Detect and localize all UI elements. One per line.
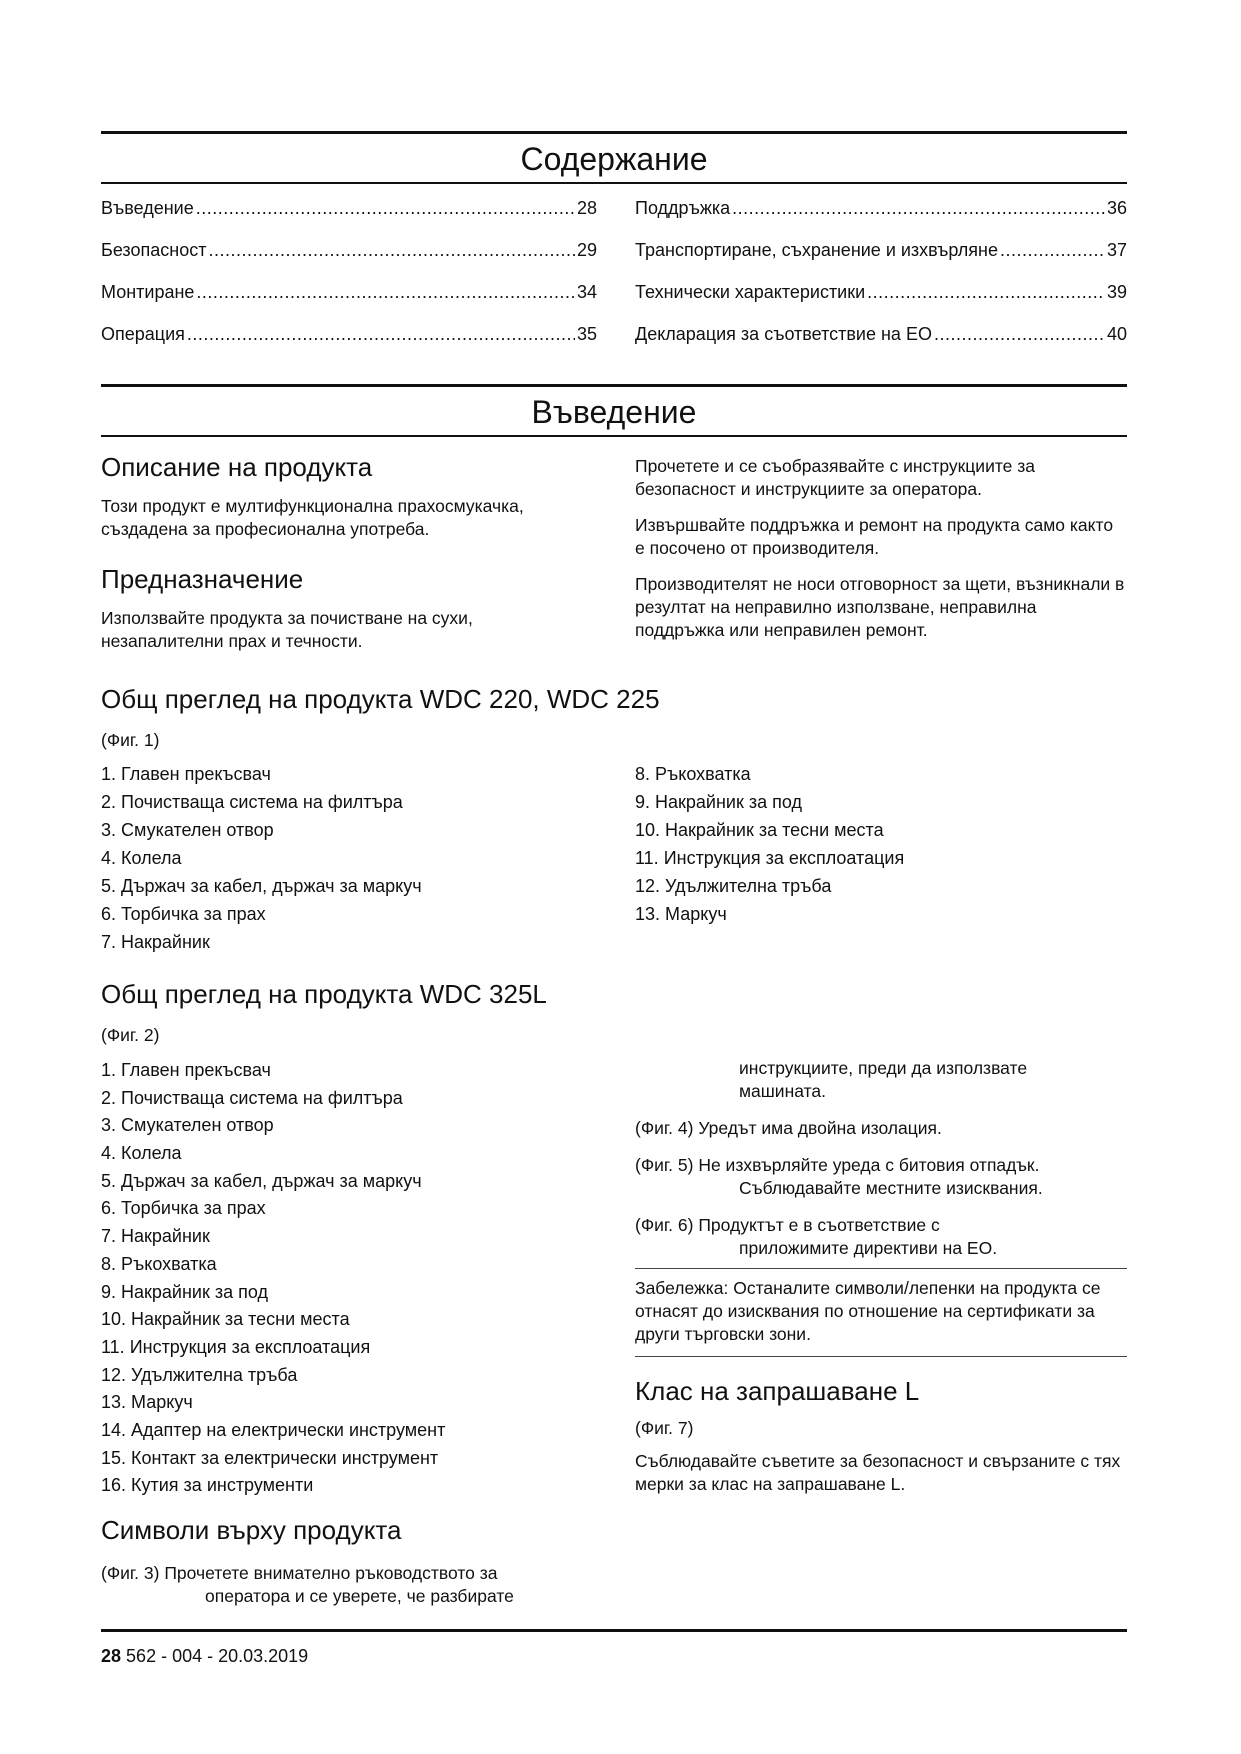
list-item: 4. Колела	[101, 848, 182, 868]
list-item: 12. Удължителна тръба	[635, 876, 832, 896]
list-item: 7. Накрайник	[101, 1226, 210, 1247]
overview2-list	[101, 1057, 597, 1500]
dust-class-heading: Клас на запрашаване L	[635, 1376, 920, 1406]
fig6-ref: (Фиг. 6)	[635, 1215, 694, 1235]
list-item: 16. Кутия за инструменти	[101, 1475, 314, 1496]
dust-class-text: Съблюдавайте съветите за безопасност и свързаните с тях мерки за клас на запрашаване L.	[635, 1451, 1121, 1494]
list-item: 2. Почистваща система на филтъра	[101, 1087, 403, 1108]
toc-title-rule	[101, 182, 1127, 184]
fig3-line3: инструкциите, преди да използвате	[739, 1058, 1028, 1078]
note	[635, 1277, 1127, 1346]
toc-entry[interactable]: Монтиране ..... 34	[101, 280, 597, 322]
list-item: 5. Държач за кабел, държач за маркуч	[101, 1170, 422, 1191]
fig3-line2: оператора и се уверете, че разбирате	[205, 1586, 514, 1606]
list-item: 5. Държач за кабел, държач за маркуч	[101, 876, 422, 896]
list-item: 6. Торбичка за прах	[101, 904, 266, 924]
fig4-text: Уредът има двойна изолация.	[698, 1118, 942, 1138]
fig6-line2: приложимите директиви на ЕО.	[739, 1238, 998, 1258]
footer-rule	[101, 1629, 1127, 1632]
list-item: 13. Маркуч	[101, 1392, 193, 1413]
description-heading: Описание на продукта	[101, 452, 373, 482]
symbols-heading: Символи върху продукта	[101, 1515, 402, 1545]
liability-text: Производителят не носи отговорност за щети, възникнали в резултат на неправилно използване, неправилна поддръжка или неправилен ремонт.	[635, 574, 1125, 640]
list-item: 1. Главен прекъсвач	[101, 1060, 271, 1080]
fig5-line2: Съблюдавайте местните изисквания.	[739, 1178, 1043, 1198]
toc-entry[interactable]: Въведение ..... 28	[101, 196, 597, 238]
toc-right-column	[635, 196, 1127, 364]
purpose-heading: Предназначение	[101, 564, 304, 594]
list-item: 8. Ръкохватка	[101, 1253, 217, 1274]
toc-entry[interactable]: Поддръжка ..... 36	[635, 196, 1127, 238]
fig3-continuation	[635, 1057, 1127, 1103]
page	[101, 131, 1127, 1608]
list-item: 1. Главен прекъсвач	[101, 764, 271, 784]
list-item: 9. Накрайник за под	[635, 792, 802, 812]
list-item: 15. Контакт за електрически инструмент	[101, 1447, 439, 1468]
overview1-fig-ref: (Фиг. 1)	[101, 730, 160, 750]
footer	[101, 1629, 1127, 1667]
toc-top-rule	[101, 131, 1127, 134]
overview2-heading: Общ преглед на продукта WDC 325L	[101, 979, 547, 1009]
fig5-entry	[635, 1154, 1127, 1200]
dust-class-fig-ref: (Фиг. 7)	[635, 1418, 694, 1438]
list-item: 10. Накрайник за тесни места	[635, 820, 884, 840]
fig6-line1: Продуктът е в съответствие с	[698, 1215, 940, 1235]
intro-right-column	[635, 451, 1127, 653]
purpose-text: Използвайте продукта за почистване на сухи, незапалителни прах и течности.	[101, 608, 473, 651]
list-item: 11. Инструкция за експлоатация	[101, 1336, 371, 1357]
list-item: 9. Накрайник за под	[101, 1281, 268, 1302]
list-item: 8. Ръкохватка	[635, 764, 751, 784]
table-of-contents	[101, 196, 1127, 364]
overview1-right-list	[635, 760, 1127, 956]
toc-entry[interactable]: Технически характеристики ..... 39	[635, 280, 1127, 322]
toc-entry[interactable]: Операция ..... 35	[101, 322, 597, 364]
overview2-fig-ref: (Фиг. 2)	[101, 1025, 160, 1045]
safety-instructions-text: Прочетете и се съобразявайте с инструкциите за безопасност и инструкциите за оператора.	[635, 456, 1036, 499]
fig4-ref: (Фиг. 4)	[635, 1118, 694, 1138]
fig5-line1: Не изхвърляйте уреда с битовия отпадък.	[698, 1155, 1040, 1175]
fig4-entry	[635, 1117, 1127, 1140]
fig3-entry	[101, 1562, 597, 1608]
list-item: 7. Накрайник	[101, 932, 210, 952]
toc-entry[interactable]: Безопасност ..... 29	[101, 238, 597, 280]
toc-entry[interactable]: Транспортиране, съхранение и изхвърляне ..... 37	[635, 238, 1127, 280]
fig6-entry	[635, 1214, 1127, 1260]
note-bottom-rule	[635, 1356, 1127, 1357]
fig3-line1: Прочетете внимателно ръководството за	[164, 1563, 498, 1583]
overview1-lists	[101, 760, 1127, 956]
footer-text	[101, 1646, 1127, 1667]
list-item: 2. Почистваща система на филтъра	[101, 792, 403, 812]
overview1-heading: Общ преглед на продукта WDC 220, WDC 225	[101, 684, 660, 714]
list-item: 14. Адаптер на електрически инструмент	[101, 1419, 446, 1440]
overview1-left-list	[101, 760, 597, 956]
lower-columns	[101, 1057, 1127, 1608]
intro-title: Въведение	[531, 394, 697, 430]
fig3-line4: машината.	[739, 1081, 827, 1101]
fig3-ref: (Фиг. 3)	[101, 1563, 160, 1583]
toc-left-column	[101, 196, 597, 364]
footer-doc-info: 562 - 004 - 20.03.2019	[126, 1646, 309, 1666]
list-item: 3. Смукателен отвор	[101, 820, 274, 840]
intro-left-column	[101, 451, 597, 653]
list-item: 10. Накрайник за тесни места	[101, 1309, 350, 1330]
fig5-ref: (Фиг. 5)	[635, 1155, 694, 1175]
note-text: Останалите символи/лепенки на продукта се отнасят до изисквания по отношение на сертификати за други търговски зони.	[635, 1278, 1101, 1344]
list-item: 12. Удължителна тръба	[101, 1364, 298, 1385]
list-item: 4. Колела	[101, 1143, 182, 1164]
description-text: Този продукт е мултифункционална прахосмукачка, създадена за професионална употреба.	[101, 496, 524, 539]
lower-right-column	[635, 1057, 1127, 1608]
note-top-rule	[635, 1268, 1127, 1269]
intro-title-rule	[101, 435, 1127, 437]
toc-title: Содержание	[520, 141, 708, 177]
toc-entry[interactable]: Декларация за съответствие на ЕО ..... 40	[635, 322, 1127, 364]
list-item: 13. Маркуч	[635, 904, 727, 924]
intro-top-rule	[101, 384, 1127, 387]
lower-left-column	[101, 1057, 597, 1608]
note-label: Забележка:	[635, 1278, 729, 1298]
list-item: 11. Инструкция за експлоатация	[635, 848, 905, 868]
list-item: 6. Торбичка за прах	[101, 1198, 266, 1219]
intro-top-columns	[101, 451, 1127, 653]
footer-page-number: 28	[101, 1646, 122, 1666]
list-item: 3. Смукателен отвор	[101, 1115, 274, 1136]
maintenance-text: Извършвайте поддръжка и ремонт на продукта само както е посочено от производителя.	[635, 515, 1114, 558]
